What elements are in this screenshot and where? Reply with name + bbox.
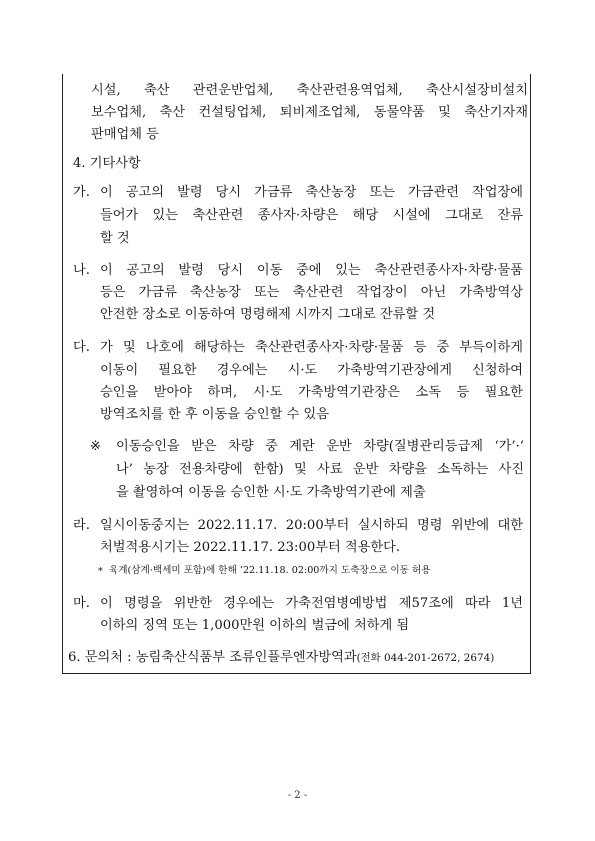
item-ga-line-1: 이 공고의 발령 당시 가금류 축산농장 또는 가금관련 작업장에 <box>100 185 523 200</box>
contact-main: 6. 문의처 : 농림축산식품부 조류인플루엔자방역과 <box>68 650 357 665</box>
item-na-line-1: 이 공고의 발령 당시 이동 중에 있는 축산관련종사자·차량·물품 <box>100 263 523 278</box>
page-number: - 2 - <box>287 790 308 801</box>
item-ga-line-2: 들어가 있는 축산관련 종사자·차량은 해당 시설에 그대로 잔류 <box>100 208 523 223</box>
item-da-line-1: 가 및 나호에 해당하는 축산관련종사자·차량·물품 등 중 부득이하게 <box>100 340 523 355</box>
prev-line-1: 시설, 축산 관련운반업체, 축산관련용역업체, 축산시설장비설치 <box>91 83 528 98</box>
prev-line-2: 보수업체, 축산 컨설팅업체, 퇴비제조업체, 동물약품 및 축산기자재 <box>91 105 528 120</box>
note-marker: ※ <box>90 439 102 454</box>
item-ma-line-2: 이하의 징역 또는 1,000만원 이하의 벌금에 처하게 됨 <box>100 618 410 633</box>
item-ma-line-1: 이 명령을 위반한 경우에는 가축전염병예방법 제57조에 따라 1년 <box>100 596 523 611</box>
section-6-contact <box>68 651 494 664</box>
item-da-line-4: 방역조치를 한 후 이동을 승인할 수 있음 <box>100 407 329 422</box>
item-da-line-2: 이동이 필요한 경우에는 시·도 가축방역기관장에게 신청하여 <box>100 363 523 378</box>
prev-line-3: 판매업체 등 <box>91 127 159 142</box>
item-da-marker: 다. <box>73 340 90 355</box>
item-na-line-2: 등은 가금류 축산농장 또는 축산관련 작업장이 아닌 가축방역상 <box>100 285 523 300</box>
item-na-marker: 나. <box>73 263 90 278</box>
section-4-heading: 4. 기타사항 <box>73 156 141 171</box>
item-ga-line-3: 할 것 <box>100 231 130 246</box>
item-ra-line-1: 일시이동중지는 2022.11.17. 20:00부터 실시하되 명령 위반에 대한 <box>100 518 523 533</box>
note-line-2: 나’ 농장 전용차량에 한함) 및 사료 운반 차량을 소독하는 사진 <box>116 462 524 477</box>
item-ma-marker: 마. <box>73 596 90 611</box>
note-line-3: 을 촬영하여 이동을 승인한 시·도 가축방역기관에 제출 <box>116 485 426 500</box>
item-ra-marker: 라. <box>73 518 90 533</box>
item-ra-line-2: 처벌적용시기는 2022.11.17. 23:00부터 적용한다. <box>100 540 401 555</box>
item-da-line-3: 승인을 받아야 하며, 시·도 가축방역기관장은 소독 등 필요한 <box>100 385 523 400</box>
note-line-1: 이동승인을 받은 차량 중 계란 운반 차량(질병관리등급제 ‘가’·‘ <box>116 439 524 454</box>
item-ra-note-text: 육계(삼계·백세미 포함)에 한해 ’22.11.18. 02:00까지 도축장으로 이동 허용 <box>109 565 431 576</box>
item-ga-marker: 가. <box>73 185 90 200</box>
item-na-line-3: 안전한 장소로 이동하여 명령해제 시까지 그대로 잔류할 것 <box>100 307 436 322</box>
item-ra-note-marker: * <box>98 566 103 577</box>
contact-phone: (전화 044-201-2672, 2674) <box>356 652 495 664</box>
